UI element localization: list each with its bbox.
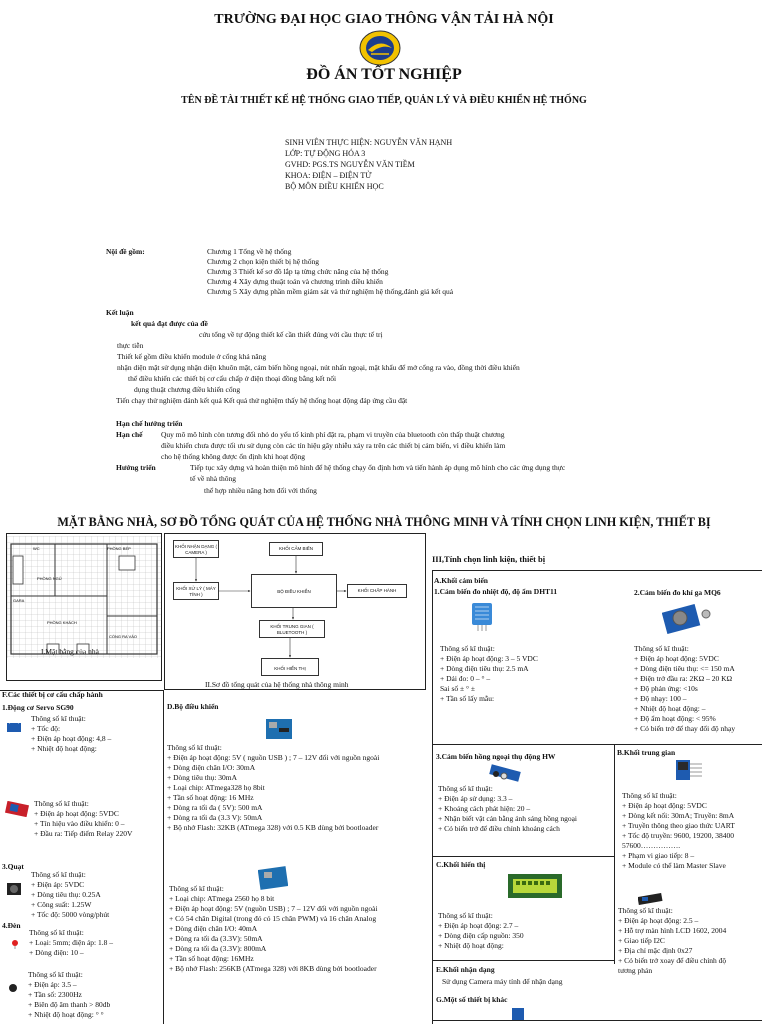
mega-spec-3: + Điện áp hoạt động: 5V (nguồn USB) ; 7 – 12V đối với nguồn ngoài	[169, 904, 378, 913]
led-spec-2: + Loại: 5mm; điện áp: 1.8 –	[29, 938, 114, 947]
chapter-5: Chương 5 Xây dựng phần mềm giám sát và thử nghiệm hệ thống,đánh giá kết quả	[207, 287, 454, 296]
bt-spec-1: Thông số kĩ thuật:	[622, 791, 677, 800]
hw-spec-2: + Điện áp sử dụng: 3.3 –	[438, 794, 513, 803]
i2c-spec-1: Thông số kĩ thuật:	[618, 906, 673, 915]
section-title: MẶT BẰNG NHÀ, SƠ ĐỒ TỔNG QUÁT CỦA HỆ THỐNG NHÀ THÔNG MINH VÀ TÍNH CHỌN LINH KIỆN, THIẾT BỊ	[57, 515, 711, 529]
buzzer-image	[8, 980, 18, 990]
relay-spec-1: Thông số kĩ thuật:	[34, 799, 89, 808]
student-info	[285, 137, 452, 192]
block-diagram-panel	[164, 533, 426, 690]
class-name: LỚP: TỰ ĐỘNG HÓA 3	[285, 149, 366, 158]
room-wc: WC	[33, 546, 40, 551]
chapter-3: Chương 3 Thiết kế sơ đồ lắp tạ từng chức năng của hệ thống	[207, 267, 389, 276]
mq6-spec-6: + Độ nhạy: 100 –	[634, 694, 687, 703]
room-garage: GARA	[13, 598, 25, 603]
uno-spec-6: + Loại chip: ATmega328 họ 8bit	[167, 783, 265, 792]
limits-line-3: cho hệ thống không được ổn định khi hoạt động	[161, 452, 306, 461]
document-title: ĐỒ ÁN TỐT NGHIỆP	[306, 66, 462, 83]
buzzer-specs	[28, 970, 110, 1020]
lcd-spec-3: + Dòng điện cấp nguồn: 350	[438, 931, 524, 940]
bluetooth-block: KHỐI TRUNG GIAN ( BLUETOOTH )	[259, 620, 325, 638]
fan-spec-1: Thông số kĩ thuật:	[31, 870, 86, 879]
limits-title: Hạn chế hướng triển	[116, 419, 183, 428]
conclusion-title: Kết luận	[106, 308, 134, 317]
mq6-spec-2: + Điện áp hoạt động: 5VDC	[634, 654, 719, 663]
sensor-section-title: A.Khối cảm biến	[434, 576, 488, 585]
future-line-2: tế về nhà thông	[190, 474, 237, 483]
conclusion-subtitle: kết quả đạt được của đề	[131, 319, 208, 328]
chapter-1: Chương 1 Tổng về hệ thống	[207, 247, 292, 256]
actuator-block: KHỐI CHẤP HÀNH	[347, 584, 407, 598]
mq6-spec-1: Thông số kĩ thuật:	[634, 644, 689, 653]
uno-spec-7: + Tần số hoạt động: 16 MHz	[167, 793, 254, 802]
hw-sensor-title: 3.Cảm biến hồng ngoại thụ động HW	[436, 752, 556, 761]
buzzer-spec-1: Thông số kĩ thuật:	[28, 970, 83, 979]
i2c-module-image	[638, 892, 666, 904]
i2c-spec-3: + Hỗ trợ màn hình LCD 1602, 2004	[618, 926, 727, 935]
servo-spec-4: + Điện áp hoạt động: 4,8 –	[31, 734, 112, 743]
dht11-specs	[440, 644, 538, 704]
room-bedroom: PHÒNG NGỦ	[37, 576, 62, 581]
fan-spec-3: + Dòng tiêu thụ: 0.25A	[31, 890, 101, 899]
uno-spec-1: Thông số kĩ thuật:	[167, 743, 222, 752]
fan-image	[6, 882, 22, 896]
content-label: Nội đề gồm:	[106, 247, 145, 256]
chapter-4: Chương 4 Xây dựng thuật toán và chương trình điều khiển	[207, 277, 383, 286]
relay-spec-2: + Điện áp hoạt động: 5VDC	[34, 809, 119, 818]
relay-spec-5: + Đầu ra: Tiếp điểm Relay 220V	[34, 829, 133, 838]
dht11-spec-4: + Dải đo: 0 – ° –	[440, 674, 491, 683]
sensor-block: KHỐI CẢM BIẾN	[269, 542, 323, 556]
hw-sensor-image	[486, 764, 526, 784]
arduino-mega-specs	[169, 884, 378, 974]
dht11-image	[470, 603, 494, 631]
led-title: 4.Đèn	[2, 921, 21, 930]
conclusion-line-2: thực tiễn	[117, 341, 144, 350]
i2c-spec-2: + Điện áp hoạt động: 2.5 –	[618, 916, 699, 925]
servo-spec-1: Thông số kĩ thuật:	[31, 714, 86, 723]
mega-spec-8: + Tần số hoạt động: 16MHz	[169, 954, 254, 963]
lcd-spec-1: Thông số kĩ thuật:	[438, 911, 493, 920]
university-logo	[359, 30, 401, 66]
mq6-spec-4: + Điện trở đầu ra: 2KΩ – 20 KΩ	[634, 674, 733, 683]
mq6-image	[662, 604, 712, 634]
led-spec-3: + Dòng điện: 10 –	[29, 948, 84, 957]
lcd-specs	[438, 911, 524, 951]
servo-spec-3: + Tốc độ:	[31, 724, 61, 733]
fan-spec-4: + Công suất: 1.25W	[31, 900, 92, 909]
fan-title: 3.Quạt	[2, 862, 24, 871]
other-device-image	[510, 1006, 526, 1022]
fan-spec-5: + Tốc độ: 5000 vòng/phút	[31, 910, 110, 919]
relay-image	[4, 801, 30, 817]
dht11-spec-1: Thông số kĩ thuật:	[440, 644, 495, 653]
dht11-title: 1.Cảm biến đo nhiệt độ, độ ẩm DHT11	[434, 587, 558, 596]
future-line-3: thể hợp nhiều năng hơn đối với thống	[204, 486, 317, 495]
i2c-specs	[618, 906, 726, 976]
advisor: GVHD: PGS.TS NGUYỄN VĂN TIỀM	[285, 160, 415, 169]
buzzer-spec-5: + Nhiệt độ hoạt động: ° °	[28, 1010, 104, 1019]
chapter-list	[207, 247, 453, 297]
mq6-spec-3: + Dòng điện tiêu thụ: <= 150 mA	[634, 664, 735, 673]
mq6-spec-8: + Độ ẩm hoạt động: < 95%	[634, 714, 716, 723]
i2c-spec-6: + Có biến trở xoay để điều chỉnh độ	[618, 956, 727, 965]
diagram-caption: II.Sơ đồ tổng quát của hệ thống nhà thông minh	[205, 680, 349, 689]
bt-spec-6: 57600…………….	[622, 841, 681, 850]
camera-block: KHỐI NHẬN DẠNG ( CAMERA )	[173, 540, 219, 558]
bt-spec-3: + Dòng kết nối: 30mA; Truyền: 8mA	[622, 811, 735, 820]
fan-specs	[31, 870, 109, 920]
lcd-spec-4: + Nhiệt độ hoạt động:	[438, 941, 504, 950]
led-image	[10, 936, 20, 946]
conclusion-line-1: cứu tổng về tự động thiết kế cần thiết đúng với cầu thực tế trị	[199, 330, 383, 339]
student-name: SINH VIÊN THỰC HIỆN: NGUYỄN VĂN HẠNH	[285, 138, 453, 147]
conclusion-line-7: Tiến chạy thử nghiệm đánh kết quả Kết quả thử nghiệm thấy hệ thống hoạt động đáp ứng cầu đặt	[116, 396, 408, 405]
mq6-title: 2.Cảm biến đo khí ga MQ6	[634, 588, 721, 597]
recognition-section-title: E.Khối nhận dạng	[436, 965, 495, 974]
uno-spec-10: + Bộ nhớ Flash: 32KB (ATmega 328) với 0.5 KB dùng bởi bootloader	[167, 823, 379, 832]
mega-spec-4: + Có 54 chân Digital (trong đó có 15 chân PWM) và 16 chân Analog	[169, 914, 377, 923]
limits-label: Hạn chế	[116, 430, 143, 439]
floor-plan-caption: I.Mặt bằng của nhà	[41, 647, 99, 656]
bt-spec-2: + Điện áp hoạt động: 5VDC	[622, 801, 707, 810]
bt-spec-8: + Module có thể làm Master Slave	[622, 861, 726, 870]
department: BỘ MÔN ĐIỀU KHIỂN HỌC	[285, 182, 384, 191]
uno-spec-8: + Dòng ra tối đa ( 5V): 500 mA	[167, 803, 263, 812]
limits-line-2: điều khiển chưa được tối ưu sử dụng còn các tín hiệu gây nhiễu xảy ra trên các thiết bị cảm biến, vì điều khiển làm	[161, 441, 506, 450]
conclusion-line-3: Thiết kế gồm điều khiển module ở cổng khả năng	[117, 352, 267, 361]
bt-spec-7: + Phạm vi giao tiếp: 8 –	[622, 851, 695, 860]
dht11-spec-3: + Dòng điện tiêu thụ: 2.5 mA	[440, 664, 529, 673]
hw-spec-5: + Nhận biết vật cản bằng ánh sáng hồng ngoại	[438, 814, 577, 823]
mega-spec-6: + Dòng ra tối đa (3.3V): 50mA	[169, 934, 263, 943]
relay-spec-4: + Tín hiệu vào điều khiển: 0 –	[34, 819, 125, 828]
relay-specs	[34, 799, 132, 839]
uno-spec-4: + Dòng điện chân I/O: 30mA	[167, 763, 256, 772]
servo-specs	[31, 714, 111, 754]
actuators-title: F.Các thiết bị cơ cấu chấp hành	[2, 690, 103, 699]
hw-spec-1: Thông số kĩ thuật:	[438, 784, 493, 793]
controller-block: BỘ ĐIỀU KHIỂN	[251, 574, 337, 608]
buzzer-spec-2: + Điện áp: 3.5 –	[28, 980, 77, 989]
dht11-spec-2: + Điện áp hoạt động: 3 – 5 VDC	[440, 654, 538, 663]
mq6-spec-9: + Có biến trở để thay đổi độ nhạy	[634, 724, 736, 733]
mega-spec-2: + Loại chip: ATmega 2560 họ 8 bit	[169, 894, 275, 903]
floor-plan-drawing	[7, 536, 161, 658]
buzzer-spec-3: + Tần số: 2300Hz	[28, 990, 82, 999]
room-living: PHÒNG KHÁCH	[47, 620, 77, 625]
hw-spec-6: + Có biến trở để điều chỉnh khoảng cách	[438, 824, 560, 833]
i2c-spec-7: tương phản	[618, 966, 653, 975]
display-section-title: C.Khối hiển thị	[436, 860, 486, 869]
floor-plan-panel	[6, 533, 162, 681]
bluetooth-module-image	[672, 758, 706, 782]
i2c-spec-4: + Giao tiếp I2C	[618, 936, 665, 945]
limits-line-1: Quy mô mô hình còn tương đối nhỏ do yếu tố kinh phí đặt ra, phạm vi truyền của bluetooth còn thấp thuật chương	[161, 430, 505, 439]
section3-title: III,Tính chọn linh kiện, thiết bị	[432, 554, 546, 564]
room-gate: CỔNG RA VÀO	[109, 634, 138, 639]
bridge-section-title: B.Khối trung gian	[617, 748, 676, 757]
mega-spec-9: + Bộ nhớ Flash: 256KB (ATmega 328) với 8KB dùng bởi bootloader	[169, 964, 377, 973]
mq6-specs	[634, 644, 735, 734]
mq6-spec-5: + Độ phản ứng: <10s	[634, 684, 698, 693]
i2c-spec-5: + Địa chỉ mặc định 0x27	[618, 946, 693, 955]
project-topic: TÊN ĐỀ TÀI THIẾT KẾ HỆ THỐNG GIAO TIẾP, QUẢN LÝ VÀ ĐIỀU KHIỂN HỆ THỐNG	[181, 95, 587, 106]
conclusion-line-5: thể điều khiển các thiết bị cơ cấu chấp ở điện thoại đồng bằng kết nối	[128, 374, 337, 383]
led-specs	[29, 928, 113, 958]
future-label: Hướng triển	[116, 463, 156, 472]
uno-spec-2: + Điện áp hoạt động: 5V ( nguồn USB ) ; 7 – 12V đối với nguồn ngoài	[167, 753, 380, 762]
bt-spec-4: + Truyền thông theo giao thức UART	[622, 821, 735, 830]
hw-sensor-specs	[438, 784, 577, 834]
other-devices-title: G.Một số thiết bị khác	[436, 995, 508, 1004]
future-line-1: Tiếp tục xây dựng và hoàn thiện mô hình để hệ thống chạy ổn định hơn và tiến hành áp dụng mô hình cho các ứng dụng thực	[190, 463, 566, 472]
hw-spec-4: + Khoảng cách phát hiện: 20 –	[438, 804, 531, 813]
faculty: KHOA: ĐIỆN – ĐIỆN TỬ	[285, 171, 372, 180]
lcd-spec-2: + Điện áp hoạt động: 2.7 –	[438, 921, 519, 930]
recognition-text: Sử dụng Camera máy tính để nhận dạng	[442, 977, 563, 986]
arduino-uno-image	[265, 718, 293, 740]
mq6-spec-7: + Nhiệt độ hoạt động: –	[634, 704, 706, 713]
controller-title: D.Bộ điều khiển	[167, 702, 219, 711]
servo-spec-6: + Nhiệt độ hoạt động:	[31, 744, 97, 753]
display-block: KHỐI HIỂN THỊ	[261, 658, 319, 676]
led-spec-1: Thông số kĩ thuật:	[29, 928, 84, 937]
dht11-spec-6: + Tần số lấy mẫu:	[440, 694, 495, 703]
mega-spec-5: + Dòng điện chân I/O: 40mA	[169, 924, 258, 933]
uno-spec-5: + Dòng tiêu thụ: 30mA	[167, 773, 238, 782]
university-name: TRƯỜNG ĐẠI HỌC GIAO THÔNG VẬN TẢI HÀ NỘI	[214, 12, 554, 27]
pc-block: KHỐI XỬ LÝ ( MÁY TÍNH )	[173, 582, 219, 600]
conclusion-line-6: dụng thuật chương điều khiển cổng	[134, 385, 241, 394]
uno-spec-9: + Dòng ra tối đa (3.3 V): 50mA	[167, 813, 263, 822]
mega-spec-7: + Dòng ra tối đa (3.3V): 800mA	[169, 944, 267, 953]
conclusion-line-4: nhận diện mặt sử dụng nhận diện khuôn mặt, cảm biến hồng ngoại, nút nhấn ngoại, mật khẩu để mở cổng ra vào, đồng thời điều khiển	[117, 363, 520, 372]
buzzer-spec-4: + Biên độ âm thanh > 80db	[28, 1000, 111, 1009]
servo-image	[6, 718, 22, 734]
bluetooth-specs	[622, 791, 735, 871]
fan-spec-2: + Điện áp: 5VDC	[31, 880, 85, 889]
servo-title: 1.Động cơ Servo SG90	[2, 703, 74, 712]
mega-spec-1: Thông số kĩ thuật:	[169, 884, 224, 893]
chapter-2: Chương 2 chọn kiện thiết bị hệ thống	[207, 257, 319, 266]
lcd-image	[508, 874, 562, 898]
arduino-uno-specs	[167, 743, 379, 833]
bt-spec-5: + Tốc độ truyền: 9600, 19200, 38400	[622, 831, 734, 840]
room-kitchen: PHÒNG BẾP	[107, 546, 131, 551]
dht11-spec-5: Sai số ± ° ±	[440, 684, 475, 693]
